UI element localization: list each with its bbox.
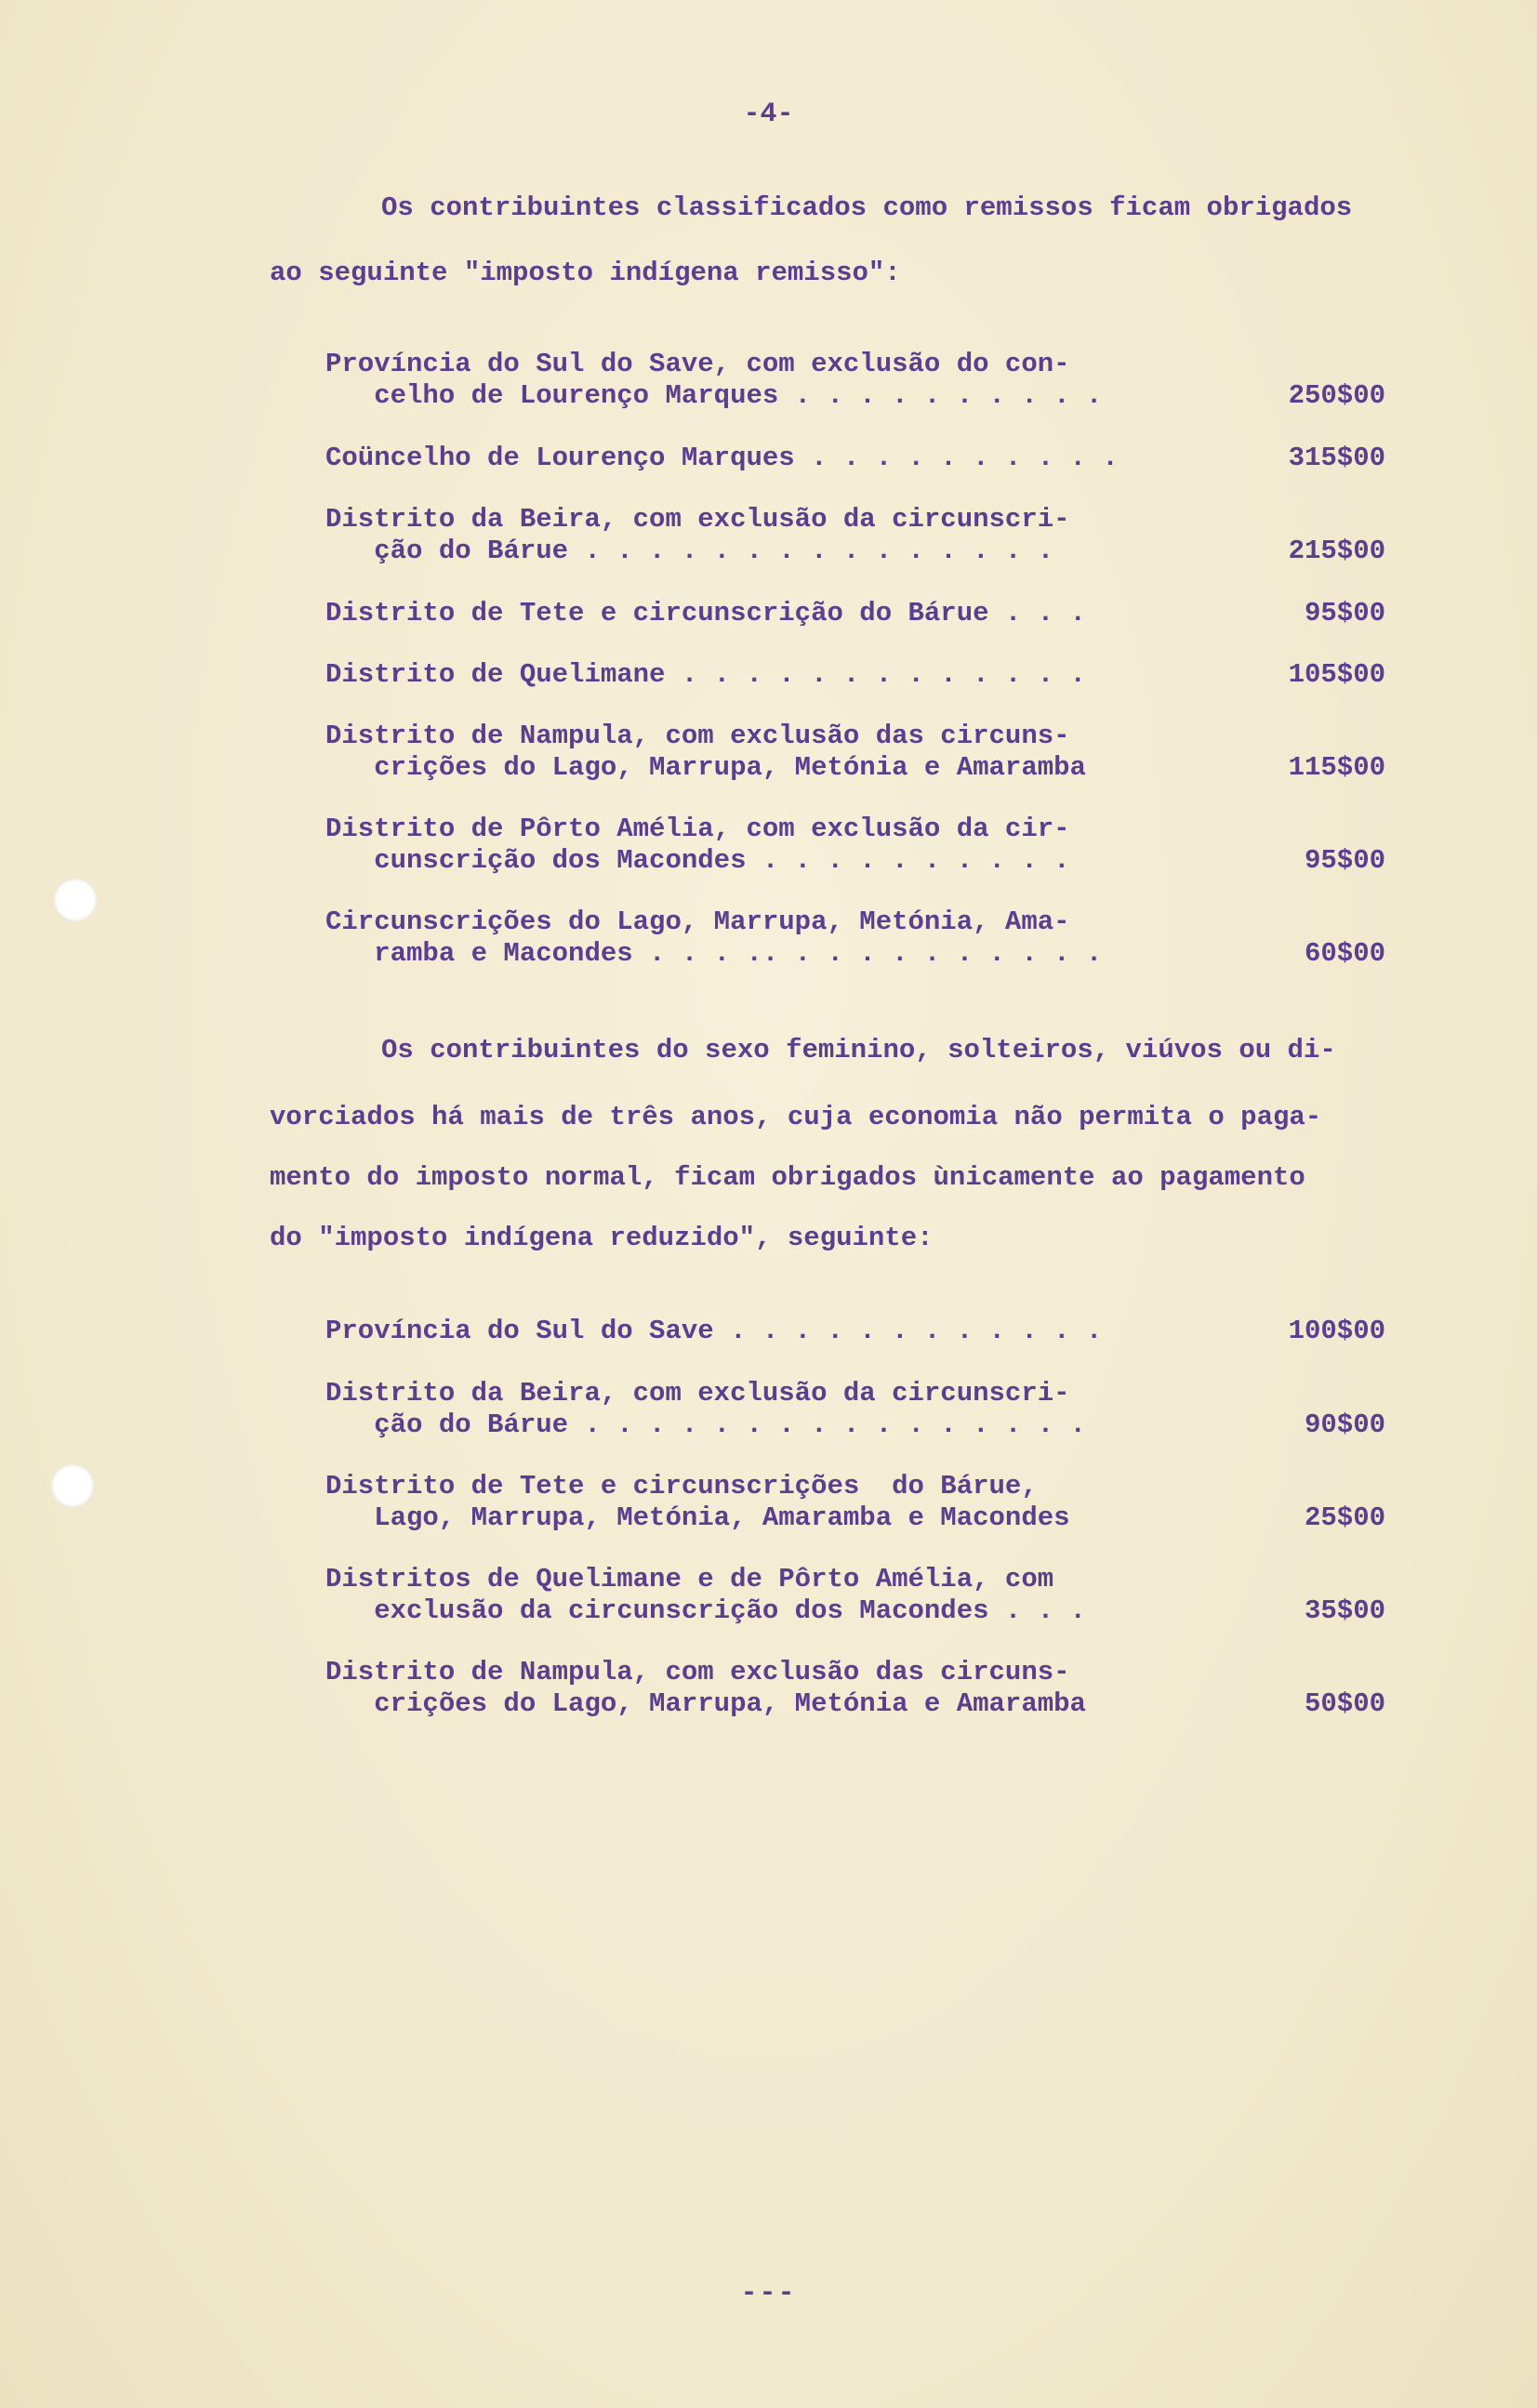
row-text: celho de Lourenço Marques . . . . . . . . . . [325,380,1103,411]
paragraph-line: vorciados há mais de três anos, cuja economia não permita o paga- [270,1102,1322,1132]
table-row [325,1316,1385,1349]
row-amount: 90$00 [1304,1409,1385,1440]
row-text: ramba e Macondes . . . .. . . . . . . . . . . [325,938,1103,969]
table-row [325,814,1385,879]
row-amount: 215$00 [1288,536,1385,566]
row-text: Distrito de Tete e circunscrição do Bárue . . . [325,598,1086,628]
row-text: cunscrição dos Macondes . . . . . . . . . . [325,845,1070,876]
row-text: crições do Lago, Marrupa, Metónia e Amaramba [325,752,1086,783]
row-text: Circunscrições do Lago, Marrupa, Metónia, Ama- [325,906,1070,937]
table-row [325,598,1385,631]
row-text: Distrito da Beira, com exclusão da circunscri- [325,504,1070,535]
table-row [325,1471,1385,1536]
paragraph-line: do "imposto indígena reduzido", seguinte: [270,1223,934,1253]
paragraph-line: Os contribuintes classificados como remissos ficam obrigados [381,192,1353,223]
row-amount: 105$00 [1288,659,1385,690]
paragraph-line: Os contribuintes do sexo feminino, solteiros, viúvos ou di- [381,1035,1336,1065]
row-text: crições do Lago, Marrupa, Metónia e Amaramba [325,1688,1086,1719]
row-text: Distrito de Nampula, com exclusão das circuns- [325,1657,1070,1687]
row-amount: 250$00 [1288,380,1385,411]
page-number: -4- [743,99,794,130]
table-row [325,721,1385,786]
table-row [325,1378,1385,1443]
table-row [325,659,1385,693]
row-text: Distrito de Nampula, com exclusão das circuns- [325,721,1070,751]
row-amount: 50$00 [1304,1688,1385,1719]
row-text: Distrito da Beira, com exclusão da circunscri- [325,1378,1070,1409]
row-text: ção do Bárue . . . . . . . . . . . . . . . [325,536,1054,566]
row-text: Coüncelho de Lourenço Marques . . . . . . . . . . [325,443,1119,473]
table-row [325,349,1385,414]
row-text: Distritos de Quelimane e de Pôrto Amélia, com [325,1564,1054,1594]
row-text: Distrito de Quelimane . . . . . . . . . . . . . [325,659,1086,690]
row-amount: 25$00 [1304,1502,1385,1533]
end-separator: --- [740,2278,797,2309]
row-text: Província do Sul do Save . . . . . . . . . . . . [325,1316,1103,1346]
paragraph-line: ao seguinte "imposto indígena remisso": [270,258,901,288]
row-text: ção do Bárue . . . . . . . . . . . . . . . . [325,1409,1086,1440]
row-text: Lago, Marrupa, Metónia, Amaramba e Macondes [325,1502,1070,1533]
row-amount: 60$00 [1304,938,1385,969]
table-row [325,1657,1385,1722]
table-row [325,906,1385,972]
row-text: Distrito de Pôrto Amélia, com exclusão da cir- [325,814,1070,844]
row-amount: 115$00 [1288,752,1385,783]
row-amount: 100$00 [1288,1316,1385,1346]
row-amount: 95$00 [1304,598,1385,628]
row-text: Distrito de Tete e circunscrições do Bárue, [325,1471,1038,1502]
row-amount: 95$00 [1304,845,1385,876]
row-text: Província do Sul do Save, com exclusão do con- [325,349,1070,379]
punch-hole-top [54,879,97,921]
row-amount: 35$00 [1304,1595,1385,1626]
row-text: exclusão da circunscrição dos Macondes . . . [325,1595,1086,1626]
table-row [325,504,1385,569]
row-amount: 315$00 [1288,443,1385,473]
table-row [325,1564,1385,1629]
paragraph-line: mento do imposto normal, ficam obrigados ùnicamente ao pagamento [270,1162,1305,1193]
punch-hole-bottom [51,1464,94,1507]
table-row [325,443,1385,476]
